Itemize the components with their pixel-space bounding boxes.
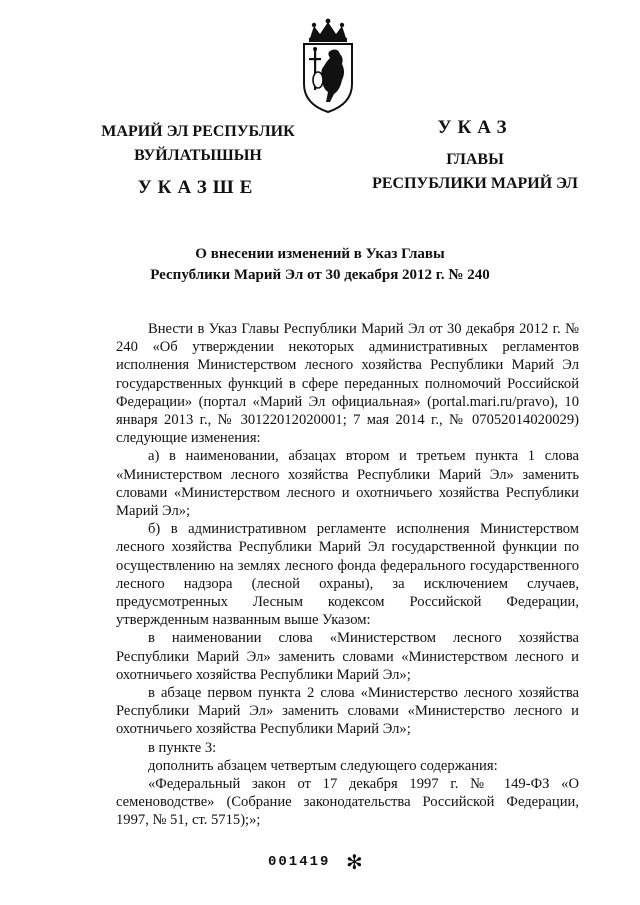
asterisk-mark-icon: ✻: [346, 852, 363, 874]
document-body: [116, 320, 579, 830]
paragraph: б) в административном регламенте исполнения Министерством лесного хозяйства Республики Марий Эл государственной функции по осуществлению на землях лесного фонда федерального государственного лесного надзора (лесной охраны), за исключением случаев, предусмотренных Лесным кодексом Российской Федерации, утвержденным названным выше Указом:: [116, 521, 579, 629]
paragraph: в абзаце первом пункта 2 слова «Министерство лесного хозяйства Республики Марий Эл» заменить словами «Министерство лесного и охотничьего хозяйства Республики Марий Эл»;: [116, 685, 579, 738]
document-title: [100, 244, 540, 286]
header-right-block: [368, 116, 582, 196]
paragraph: в пункте 3:: [148, 739, 217, 756]
header-right-line2: ГЛАВЫ: [446, 151, 504, 168]
header-left-line3: УКАЗШЕ: [137, 177, 259, 198]
document-title-line1: О внесении изменений в Указ Главы: [195, 246, 445, 262]
coat-of-arms-emblem: [296, 18, 360, 114]
paragraph: в наименовании слова «Министерством лесного хозяйства Республики Марий Эл» заменить словами «Министерством лесного и охотничьего хозяйства Республики Марий Эл»;: [116, 630, 579, 683]
paragraph: Внести в Указ Главы Республики Марий Эл от 30 декабря 2012 г. № 240 «Об утверждении некоторых административных регламентов исполнения Министерством лесного хозяйства Республики Марий Эл государственных функций в сфере переданных полномочий Российской Федерации» (портал «Марий Эл официальная» (portal.mari.ru/pravo), 10 января 2013 г., № 30122012020001; 7 мая 2014 г., № 07052014020029) следующие изменения:: [116, 321, 579, 447]
paragraph: «Федеральный закон от 17 декабря 1997 г. № 149-ФЗ «О семеноводстве» (Собрание законодательства Российской Федерации, 1997, № 51, ст. 5715);»;: [116, 776, 579, 829]
document-title-line2: Республики Марий Эл от 30 декабря 2012 г. № 240: [150, 267, 490, 283]
paragraph: дополнить абзацем четвертым следующего содержания:: [148, 757, 498, 774]
paragraph: а) в наименовании, абзацах втором и третьем пункта 1 слова «Министерством лесного хозяйства Республики Марий Эл» заменить словами «Министерством лесного и охотничьего хозяйства Республики Марий Эл»;: [116, 448, 579, 520]
header-right-line1: УКАЗ: [437, 117, 513, 138]
header-left-line1: МАРИЙ ЭЛ РЕСПУБЛИК: [101, 123, 295, 140]
header-left-line2: ВУЙЛАТЫШЫН: [134, 147, 262, 164]
serial-number: 001419: [268, 854, 331, 870]
header-right-line3: РЕСПУБЛИКИ МАРИЙ ЭЛ: [372, 175, 578, 192]
header-left-block: [100, 120, 296, 200]
